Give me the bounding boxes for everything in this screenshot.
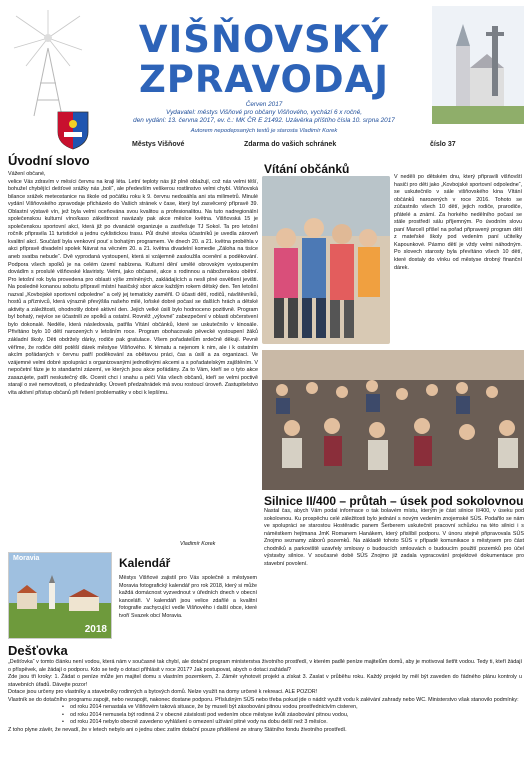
issue-number: číslo 37: [430, 141, 456, 148]
list-item: • od roku 2014 nenastala ve Višňovém taková situace, že by museli být zásobováni pitnou vodou prostřednictvím cisteren,: [8, 704, 522, 712]
rainwater-heading: Dešťovka: [8, 643, 68, 658]
intro-heading: Úvodní slovo: [8, 153, 90, 168]
release-info-line: den vydání: 13. června 2017, ev. č.: MK ČR E 21492. Uzávěrka příštího čísla 10. srpna 2017: [133, 117, 395, 124]
road-article-heading: Silnice II/400 – průtah – úsek pod sokolovnou: [264, 494, 524, 508]
intro-article: [8, 171, 258, 397]
intro-paragraph: velice Vás zdravím v měsíci červnu na kraji léta. Letní teploty nás již plně oblažují, což nás velmi těší, bohužel chybějící dešťové srážky nás „bolí“, ale především veškerou rostlinstvo velmi chybí. Višňovská bilance srážek meteostanice na škole od počátku roku k 9. červnu nedosáhla ani sta milimetrů. Minulé vydání Višňovského zpravodaje přicházelo do Vašich stránek v čase, který byl zasvěcený přípravě 39. Oblastní výstavě vín, jež byla velmi oceňována svou kvalitou a profesionalitou. Na tuto nadregionální společenskou kulturní víno/kaso zákeštnost navázaly pak akce měsíce května. Višňovská 15 je společenskou sportovní akcí, která již po dvanácté organizuje a zastřešuje TJ Sokol. Ta pro letošní ročník připravila 11 turistické a jednu cyklistickou trasu. Půl druhé stovka účastníků je uvedla zároveň kvalitní akcí. Součástí byla venkovní pouť s bohatým programem. Ve dnech 20. a 21. května proběhla v akci přípravě divadelní spolek Návrat na věcném 20. a 21. května divadelní komedie „Záloha na tisíce aneb svatba nebude“. Dvě vyprodaná vystoupení, která si vzájemně zasloužila ocenění a poděkování. Podpora všech spolků je na celém území nabízena. Kulturní dění umělé obrovským vystoupením dovádím s proslulé višňovské klaviristy. Velmi, jako občasné, akce s rodinnou a náboženskou obětní. Pro letošní rok byla provedena pro oblasti výše zmíněných, zakládajících a nesli plné osvětlení jevišti. Na posledně konanou sobotu přípravil místní hasičský sbor akce každým rokem dětský den. Ten letošní nazval „Kovbojské sportovní odpoledne“ a celý jej tematicky zaměřil. O účasti dětí, rodičů, návštěvníků, hostů a příznivců, která výrazně převýšila našeho milé, loňské dobré počasí se dalších hrách a dětské aktivity a záležitosti, ohodnotily dobré aktivní den. Jejich velké úsilí bylo hodnoceno pozitivně. Program byl bohatý, nejvíce se účastnili ze spolků a ostatní. Rovněž „výlovné“ zabezpečení v oblasti občerstvení bylo dokonalé. Neděle, která následovala, patřila Vítání občánků, které se uskutečnilo v kinosále. Přivítáno bylo 10 dětí narozených v letošním roce. Program obohacovalo pěvecké vystoupení žáků základní školy. Děti obdržely dárky, rodiče pak gratulace. Všem pořadatelům srdečně děkuji. Pevně věříme, že rodiče dětí potěší dárek městyse Višňového. K tématu a nejenom k nim, ale i k ostatním akcím pořádaných v červnu patří poděkování za obětavou práci, čas a úsilí a za organizaci. Ve vzájemné velmi dobré spolupráci s organizovanými jednotlivými akcemi a s pořadatelským zajištěním. V nepočetní fáze je to standartní zázemí, ve kterých jsou akce pořádány. Za to Vám, kteří se o tyto akce zasazujete, patří neskutečný dík. Ocenit chci i snahu a péči Vás všech občanů, kteří se velmi poctivě starají o své nemovitosti, o předzahrádky. Úroveň předzahrádek má svou rostoucí úroveň. Zastupitelstvo víta aktivní přístup občanů při řešení problematiky v obci k lepšímu.: [8, 178, 258, 396]
rainwater-conditions-list: [8, 704, 522, 727]
road-article-text: Nastal čas, abych Vám podal informace o tak bolavém místu, kterým je část silnice II/400, v úseku pod sokolovnou. Ku prospěchu celé záležitosti bylo jednání s novým vedením znojemské SÚS. Podařilo se nám ve spolupráci se starostou Hostěradic panem Šerberem uskutečnit pracovní schůzku na této silnici i s náměstkem hejtmana JmK Romanem Hanákem, který přislíbil podporu. V únoru stejně připravovala SÚS Znojmo seznamy záborů pozemků. Na základě tohoto SÚS v případě komunikace s městysem pro část chodníků a parkoviště uzavřely smlouvy o budoucích smlouvách o budoucím použití pozemků pro účel výstavby silnice. V současné době SÚS Znojmo již zadala vypracování projektové dokumentace pro stavební povolení.: [264, 508, 524, 567]
rainwater-paragraph-2: Zde jsou tři kroky: 1. Žádat o peníze může jen majitel domu s vlastním pozemkem, 2. Záměr vyhotovit projekt a získat 3. Zaslat v průběhu roku. Každý projekt by měl být zaveden do řádného plánu kontroly u stavebních úřadů. Dávejte pozor!: [8, 674, 522, 688]
list-item: • od roku 2014 nemusela být rodinná 2 v obecné závislosti pod vedením obce městyse kvůli zásobování pitnou vodou,: [8, 712, 522, 720]
calendar-cover-caption: Moravia: [13, 555, 40, 562]
windmill-icon: [4, 8, 92, 118]
publisher-line: Vydavatel: městys Višňové pro občany Višňového, vychází 6 x ročně,: [165, 109, 363, 116]
list-item: • od roku 2014 nebylo obecně zavedeno vyhlášení o omezení užívání pitné vody na dobu delší než 3 měsíce.: [8, 719, 522, 727]
newsletter-title-line2: ZPRAVODAJ: [138, 58, 390, 101]
masthead-subbar: [0, 140, 528, 151]
rainwater-paragraph-1: „Dešťovka“ v tomto článku není vodou, která nám v současné tak chybí, ale dotační program ministerstva životního prostředí, v kterém padlé peníze majitelům domů, aby je motivoval šetřit vodou. Tedy ti, kteří žádají o příspěvek, ale žádají o podporu. Kdo se tedy o dotaci přihlásit v roce 2017? Jak postupovat, abych o dotaci zažádal?: [8, 659, 522, 673]
author-note: Autorem nepodepsaných textů je starosta Vladimír Korek: [190, 128, 338, 134]
children-photo: [262, 176, 390, 344]
issue-date: Červen 2017: [245, 101, 283, 108]
intro-greeting: Vážení občané,: [8, 171, 46, 177]
welcome-citizens-text: V neděli po dětském dnu, který připravili višňovští hasiči pro děti jako „Kovbojské sportovní odpoledne“, se uskutečnilo v sále višňovského kina Vítání občánků narozených v roce 2016. Tohoto se zúčastnilo všech 10 dětí, jejich rodiče, prarodiče, přátelé a známí. Za horkého nedělního počasí se stále prostředí sálu příjemným. Po úvodním slovu paní Marcelí přišel na pořad připravený program dětí z mateřské školy pod vedením paní učitelky Kapounkové. Pásmo dětí je vždy velmi náhodným. Po slovech starosty byla převítáno všech 10 dětí, které dostaly do vínku od městyse drobný finanční dárek.: [394, 174, 522, 271]
rainwater-article: [8, 659, 522, 734]
welcome-citizens-heading: Vítání občánků: [264, 162, 350, 176]
calendar-heading: Kalendář: [119, 556, 171, 570]
rainwater-paragraph-3: Dotace jsou určeny pro vlastníky a stavebníky rodinných a bytových domů. Nelze využít na domy určené k rekreaci. ALE POZOR!: [8, 689, 318, 696]
calendar-cover-image: [8, 552, 112, 639]
audience-photo: [262, 350, 524, 490]
church-icon: [432, 6, 524, 124]
rainwater-paragraph-5: Z toho plyne závěr, že nevadí, že v letech nebylo ani o jednu obec zatím dotační pouze přidělené ze strany Státního fondu životního prostředí.: [8, 726, 347, 733]
newsletter-title-line1: VIŠŇOVSKÝ: [138, 18, 390, 61]
rainwater-paragraph-4: Vlastník se do dotačního programu zapojit, nebo nezapojit, nakonec dostane podporu. Příslušným SÚS nebo třeba pokud jde o nádrž využít vodu k zalévání zahrady nebo WC. Ministerstvo však stanovilo podmínky:: [8, 696, 519, 703]
intro-signature: Vladimír Korek: [180, 541, 216, 547]
calendar-text: Městys Višňové zajistil pro Vás společně s městysem Moravia fotografický kalendář pro rok 2018, který si může každá domácnost vyzvednout v úředních dnech v obecní kanceláři. V kalendáři jsou velice zdařilé a kvalitní fotografie zachycující vedle Višňového i další obce, které tvoří Svazek obcí Moravia.: [119, 575, 257, 619]
calendar-cover-year: 2018: [84, 624, 107, 635]
masthead: [0, 0, 528, 145]
free-delivery-label: Zdarma do vašich schránek: [244, 141, 337, 148]
municipality-label: Městys Višňové: [132, 141, 185, 148]
